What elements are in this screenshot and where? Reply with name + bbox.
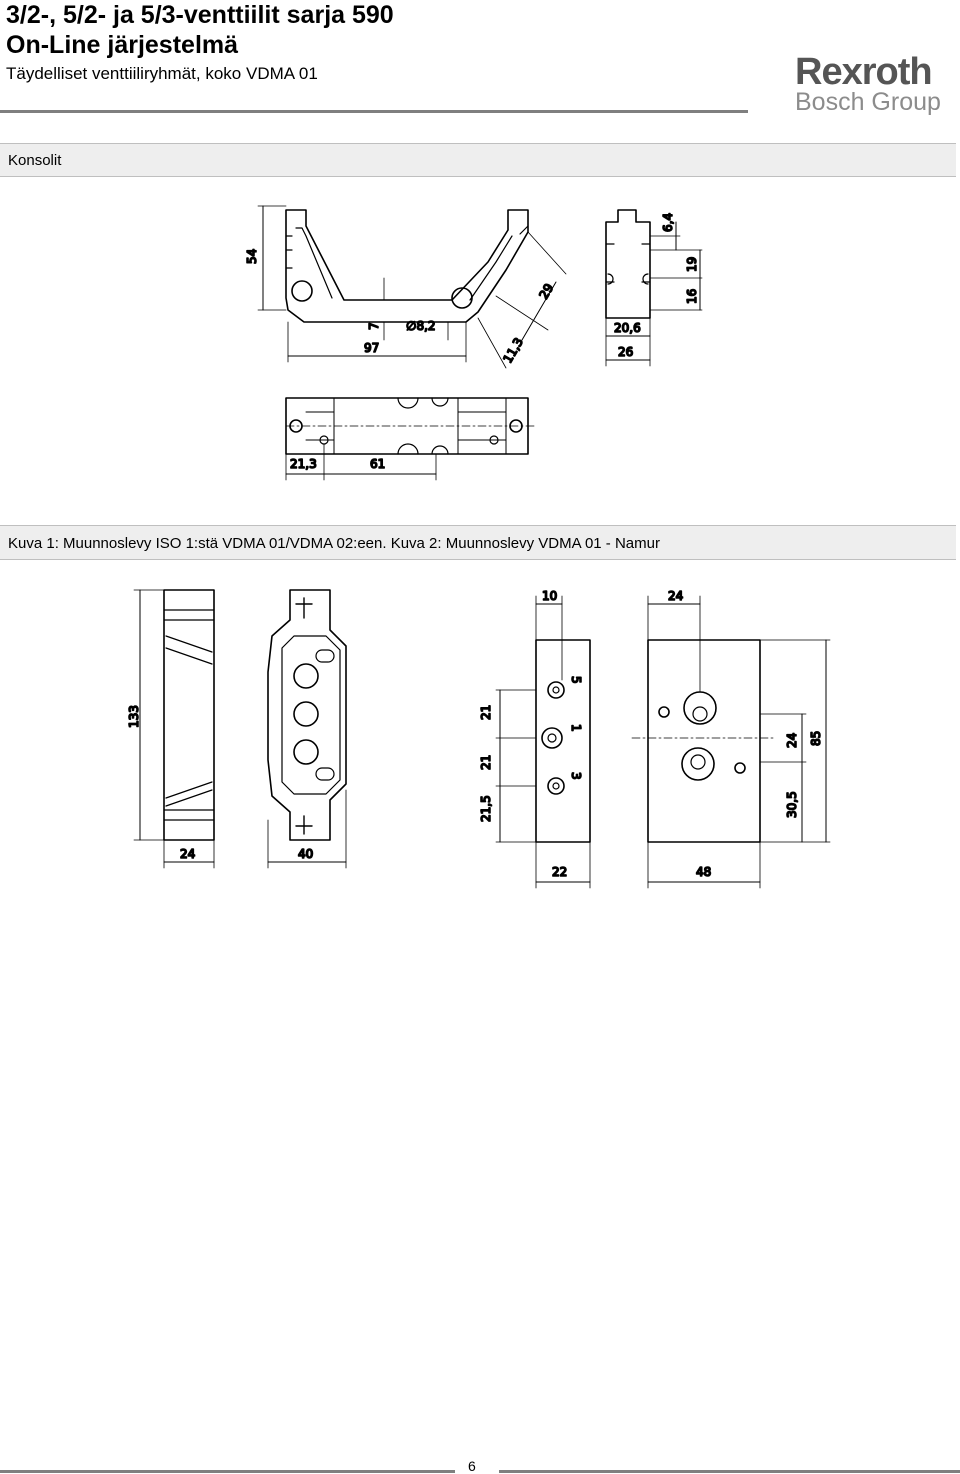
dim-hole-diameter: ∅8,2 — [406, 319, 436, 333]
port-3-label: 3 — [569, 772, 583, 780]
figure2-namur-face — [632, 596, 830, 888]
dim-133: 133 — [127, 705, 141, 728]
figure2-profile — [268, 590, 346, 868]
dim-20-6: 20,6 — [614, 321, 641, 335]
dim-7: 7 — [367, 322, 381, 330]
figure-caption-bar — [0, 525, 956, 560]
page-title-line-1: 3/2-, 5/2- ja 5/3-venttiilit sarja 590 — [6, 1, 394, 29]
dim-26: 26 — [618, 345, 634, 359]
dim-19: 19 — [685, 256, 699, 272]
figure2-side-plate — [134, 590, 214, 868]
dim-61: 61 — [370, 457, 386, 471]
page-subtitle: Täydelliset venttiiliryhmät, koko VDMA 01 — [6, 64, 318, 83]
page-title-line-2: On-Line järjestelmä — [6, 31, 239, 59]
dim-10: 10 — [542, 589, 558, 603]
dim-24-namur-side: 24 — [785, 732, 799, 748]
dim-85: 85 — [809, 730, 823, 746]
figure1-plan-view — [286, 398, 534, 480]
dim-29: 29 — [536, 281, 557, 302]
dim-21-5: 21,5 — [479, 795, 493, 822]
dim-54: 54 — [245, 248, 259, 264]
page-number: 6 — [468, 1458, 476, 1474]
dim-21-lower: 21 — [479, 754, 493, 770]
dim-30-5: 30,5 — [785, 791, 799, 818]
dim-24-side: 24 — [180, 847, 196, 861]
figure2-port-face — [496, 596, 590, 888]
figure-caption: Kuva 1: Muunnoslevy ISO 1:stä VDMA 01/VDMA 02:een. Kuva 2: Muunnoslevy VDMA 01 - Namur — [8, 535, 660, 552]
port-1-label: 1 — [569, 724, 583, 732]
dim-21-upper: 21 — [479, 704, 493, 720]
figure1-end-view — [606, 210, 702, 366]
dim-24-namur-top: 24 — [668, 589, 684, 603]
dim-6-4: 6,4 — [661, 212, 675, 232]
logo-brand: Rexroth — [795, 51, 932, 93]
section-title: Konsolit — [8, 152, 62, 169]
dim-11-3: 11,3 — [500, 335, 526, 366]
dim-16: 16 — [685, 288, 699, 304]
dim-48: 48 — [696, 865, 712, 879]
port-5-label: 5 — [569, 676, 583, 684]
dim-21-3: 21,3 — [290, 457, 317, 471]
dim-40: 40 — [298, 847, 314, 861]
dim-22: 22 — [552, 865, 568, 879]
page-number-box — [455, 1456, 499, 1474]
logo-group: Bosch Group — [795, 88, 941, 116]
dim-97: 97 — [364, 341, 380, 355]
